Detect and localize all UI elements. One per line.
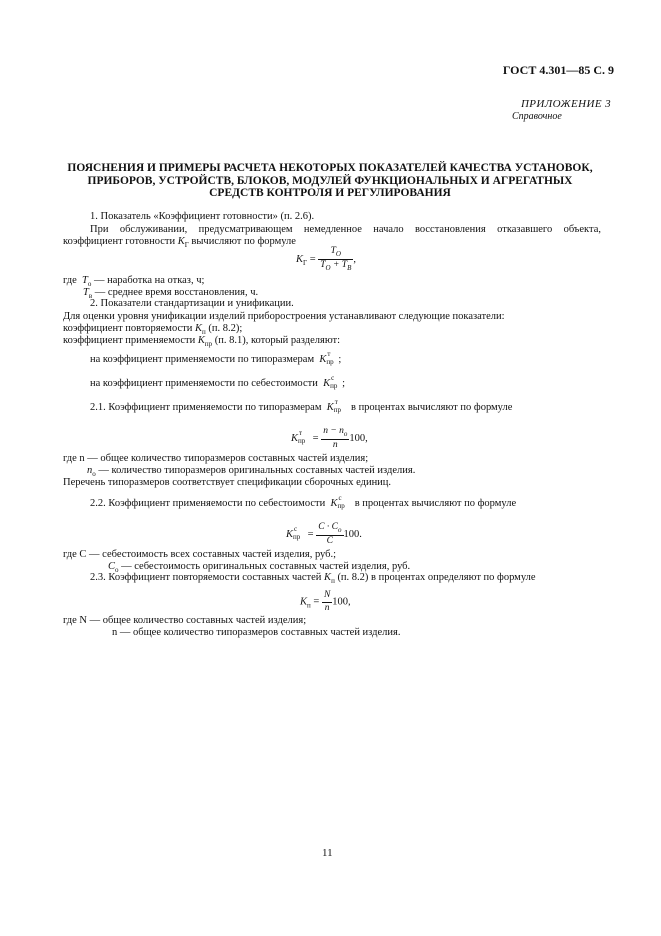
formula-type-usage: K т пр = $\frac{n - n_о}{n}$ 100, [291, 426, 368, 450]
section-2-item-2: на коэффициент применяемости по себестоимости K с пр ; [90, 374, 346, 390]
formula-cost-usage: K с пр = $\frac{C \cdot C_о}{C}$ 100. [286, 522, 362, 546]
document-title: ПОЯСНЕНИЯ И ПРИМЕРЫ РАСЧЕТА НЕКОТОРЫХ ПОКАЗАТЕЛЕЙ КАЧЕСТВА УСТАНОВОК, ПРИБОРОВ, УСТРОЙСТВ, БЛОКОВ, МОДУЛЕЙ ФУНКЦИОНАЛЬНЫХ И АГРЕГАТНЫХ СРЕДСТВ КОНТРОЛЯ И РЕГУЛИРОВАНИЯ [67, 162, 593, 199]
section-1-line-2: коэффициент готовности $K_Г$ вычисляют по формуле [63, 236, 296, 249]
section-2-3-where-2: n — общее количество типоразмеров составных частей изделия. [112, 627, 401, 638]
section-2-3-heading: 2.3. Коэффициент повторяемости составных частей $K_п$ (п. 8.2) в процентах определяют по формуле [90, 572, 536, 585]
section-2-2-where-1: где C — себестоимость всех составных частей изделия, руб.; [63, 549, 337, 560]
formula-availability: $K_Г$ = $\frac{T_О}{T_О + T_В}$ , [296, 246, 356, 272]
section-2-3-where-1: где N — общее количество составных частей изделия; [63, 615, 307, 626]
appendix-label: ПРИЛОЖЕНИЕ 3 [520, 98, 611, 110]
formula-repeatability: $K_п$ = $\frac{N}{n}$ 100, [300, 590, 351, 613]
section-2-1-note: Перечень типоразмеров соответствует спецификации сборочных единиц. [63, 477, 392, 488]
section-1-heading: 1. Показатель «Коэффициент готовности» (п. 2.6). [90, 211, 315, 222]
section-2-1-where-1: где n — общее количество типоразмеров составных частей изделия; [63, 453, 369, 464]
section-2-item-1: на коэффициент применяемости по типоразмерам K т пр ; [90, 350, 342, 366]
page-header: ГОСТ 4.301—85 С. 9 [502, 63, 614, 77]
section-2-line-3: коэффициент применяемости $K_{пр}$ (п. 8.1), который разделяют: [63, 335, 341, 348]
section-1-line-1: При обслуживании, предусматривающем немедленное начало восстановления отказавшего объекта, [90, 224, 601, 235]
section-2-1-heading: 2.1. Коэффициент применяемости по типоразмерам K т пр в процентах вычисляют по формуле [90, 398, 513, 414]
appendix-note: Справочное [512, 111, 562, 122]
section-2-2-heading: 2.2. Коэффициент применяемости по себестоимости K с пр в процентах вычисляют по формуле [90, 494, 517, 510]
page-number: 11 [322, 847, 333, 859]
section-2-1-where-2: $n_о$ — количество типоразмеров оригинальных составных частей изделия. [87, 465, 416, 478]
section-2-line-2: коэффициент повторяемости $K_п$ (п. 8.2); [63, 323, 243, 336]
section-1-where-1: где $T_о$ — наработка на отказ, ч; [63, 275, 205, 288]
section-2-heading: 2. Показатели стандартизации и унификации. [90, 298, 294, 309]
section-2-2-where-2: $C_о$ — себестоимость оригинальных составных частей изделия, руб. [108, 561, 411, 574]
section-1-where-2: $T_в$ — среднее время восстановления, ч. [83, 287, 259, 300]
section-2-line-1: Для оценки уровня унификации изделий приборостроения устанавливают следующие показатели: [63, 311, 505, 322]
